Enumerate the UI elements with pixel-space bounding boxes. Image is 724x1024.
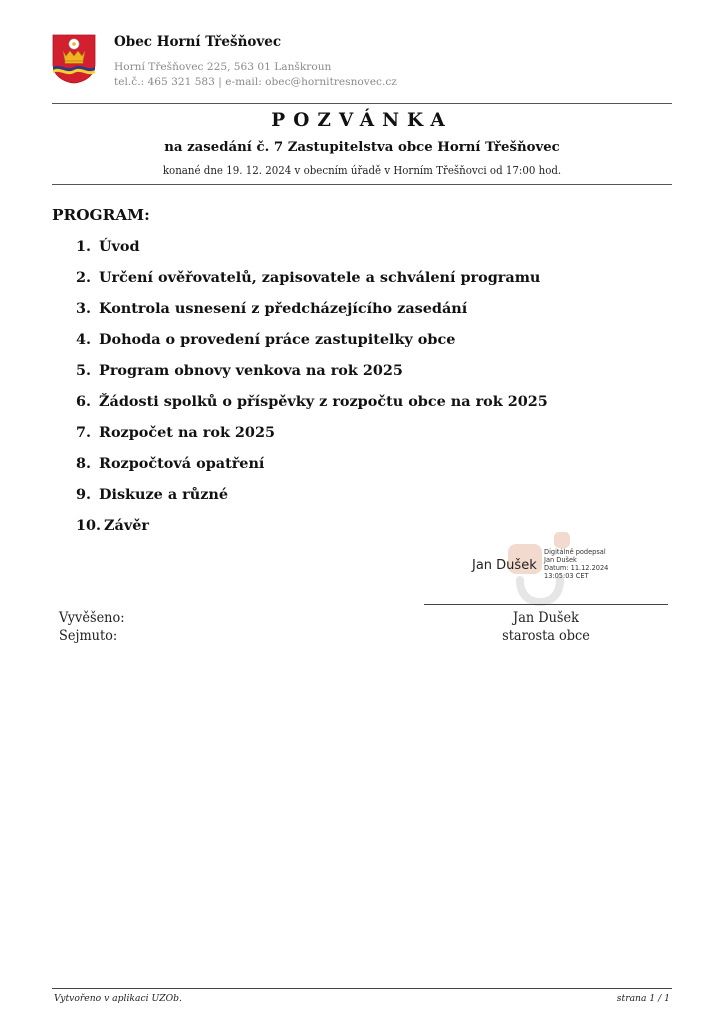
- program-item: [76, 517, 548, 548]
- digital-signature-line: 13:05:03 CET: [544, 572, 589, 580]
- program-item-text: Úvod: [99, 238, 140, 255]
- program-item-text: Rozpočet na rok 2025: [99, 424, 275, 441]
- program-item-number: 3.: [76, 300, 92, 317]
- footer-created-with: Vytvořeno v aplikaci UZOb.: [54, 993, 182, 1004]
- municipality-address: Horní Třešňovec 225, 563 01 Lanškroun: [114, 61, 332, 73]
- program-item-text: Žádosti spolků o příspěvky z rozpočtu obce na rok 2025: [99, 393, 548, 410]
- digital-signature-line: Digitálně podepsal: [544, 548, 606, 556]
- program-item-number: 6.: [76, 393, 92, 410]
- program-item-number: 5.: [76, 362, 92, 379]
- program-item: [76, 238, 548, 269]
- program-item-text: Závěr: [104, 517, 149, 534]
- header-divider-top: [52, 103, 672, 104]
- program-item-number: 10.: [76, 517, 102, 534]
- program-item: [76, 424, 548, 455]
- signer-role: starosta obce: [502, 628, 590, 644]
- digital-signature-line: Jan Dušek: [544, 556, 577, 564]
- digital-signature-name: Jan Dušek: [472, 558, 537, 573]
- program-item: [76, 300, 548, 331]
- meeting-info: konané dne 19. 12. 2024 v obecním úřadě v Horním Třešňovci od 17:00 hod.: [162, 164, 562, 177]
- signer-name: Jan Dušek: [513, 610, 579, 626]
- footer-divider: [52, 988, 672, 989]
- program-item: [76, 362, 548, 393]
- header-divider-bottom: [52, 184, 672, 185]
- program-item-text: Určení ověřovatelů, zapisovatele a schválení programu: [99, 269, 541, 286]
- footer-page-info: strana 1 / 1: [616, 993, 670, 1004]
- program-item: [76, 393, 548, 424]
- program-item-text: Program obnovy venkova na rok 2025: [99, 362, 403, 379]
- program-item: [76, 269, 548, 300]
- program-item-text: Dohoda o provedení práce zastupitelky obce: [99, 331, 456, 348]
- program-item-number: 1.: [76, 238, 92, 255]
- program-item: [76, 486, 548, 517]
- posted-label: Vyvěšeno:: [59, 610, 125, 626]
- program-item: [76, 455, 548, 486]
- coat-of-arms-icon: [52, 34, 96, 84]
- program-list: [76, 238, 548, 548]
- digital-signature-line: Datum: 11.12.2024: [544, 564, 609, 572]
- program-item-text: Kontrola usnesení z předcházejícího zasedání: [99, 300, 468, 317]
- digital-signature-details: [544, 548, 608, 580]
- program-item-number: 8.: [76, 455, 92, 472]
- program-item-number: 9.: [76, 486, 92, 503]
- removed-label: Sejmuto:: [59, 628, 118, 644]
- program-item-text: Diskuze a různé: [99, 486, 228, 503]
- signature-line: [424, 604, 668, 605]
- program-item-number: 4.: [76, 331, 92, 348]
- municipality-contact: tel.č.: 465 321 583 | e-mail: obec@hornitresnovec.cz: [114, 76, 397, 88]
- document-subtitle: na zasedání č. 7 Zastupitelstva obce Horní Třešňovec: [164, 140, 560, 155]
- document-title: POZVÁNKA: [271, 110, 453, 131]
- program-item-text: Rozpočtová opatření: [99, 455, 265, 472]
- program-item: [76, 331, 548, 362]
- program-item-number: 7.: [76, 424, 92, 441]
- program-heading: PROGRAM:: [52, 206, 150, 224]
- municipality-name: Obec Horní Třešňovec: [114, 34, 282, 50]
- program-item-number: 2.: [76, 269, 92, 286]
